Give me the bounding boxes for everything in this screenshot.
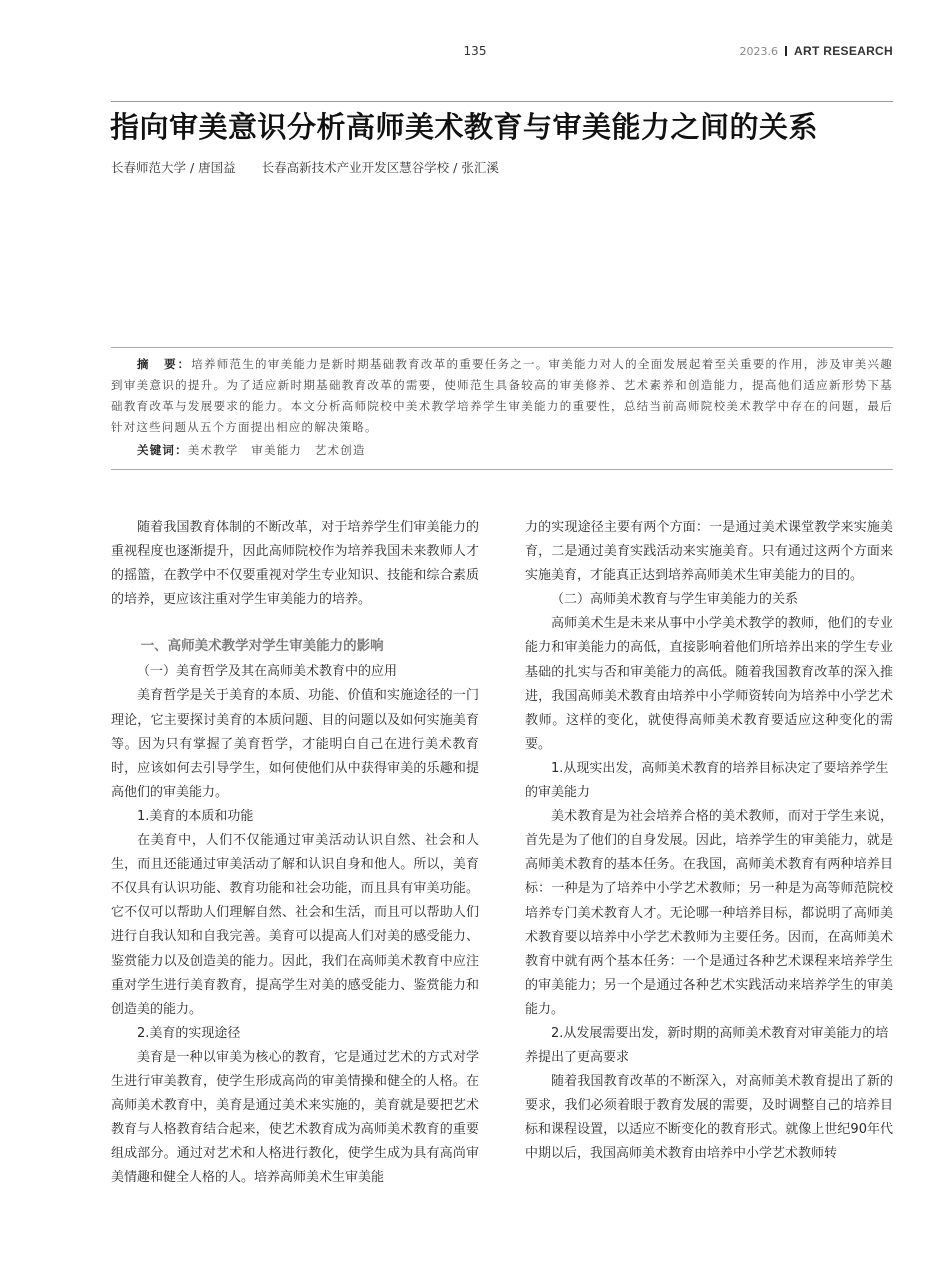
- abstract-text: 培养师范生的审美能力是新时期基础教育改革的重要任务之一。审美能力对人的全面发展起着至关重要的作用，涉及审美兴趣到审美意识的提升。为了适应新时期基础教育改革的需要，使师范生具备较高的审美修养、艺术素养和创造能力，提高他们适应新形势下基础教育改革与发展要求的能力。本文分析高师院校中美术教学培养学生审美能力的重要性，总结当前高师院校美术教学中存在的问题，最后针对这些问题从五个方面提出相应的解决策略。: [111, 357, 894, 434]
- keywords: [137, 440, 366, 461]
- paragraph: 随着我国教育改革的不断深入，对高师美术教育提出了新的要求，我们必须着眼于教育发展的需要，及时调整自己的培养目标和课程设置，以适应不断变化的教育形式。就像上世纪90年代中期以后，我国高师美术教育由培养中小学艺术教师转: [525, 1074, 893, 1162]
- paragraph: 在美育中，人们不仅能通过审美活动认识自然、社会和人生，而且还能通过审美活动了解和认识自身和他人。所以，美育不仅具有认识功能、教育功能和社会功能，而且具有审美功能。它不仅可以帮助人们理解自然、社会和生活，而且可以帮助人们进行自我认知和自我完善。美育可以提高人们对美的感受能力、鉴赏能力以及创造美的能力。因此，我们在高师美术教育中应注重对学生进行美育教育，提高学生对美的感受能力、鉴赏能力和创造美的能力。: [111, 833, 479, 1017]
- paragraph: 随着我国教育体制的不断改革，对于培养学生们审美能力的重视程度也逐渐提升，因此高师院校作为培养我国未来教师人才的摇篮，在教学中不仅要重视对学生专业知识、技能和综合素质的培养，更应该注重对学生审美能力的培养。: [111, 520, 479, 608]
- body-column-left: [111, 516, 479, 1190]
- keywords-text: 美术教学 审美能力 艺术创造: [187, 443, 366, 457]
- abstract-label: 摘 要：: [137, 357, 192, 371]
- article-title: 指向审美意识分析高师美术教育与审美能力之间的关系: [110, 110, 819, 144]
- author-2: 长春高新技术产业开发区慧谷学校 / 张汇溪: [261, 160, 499, 175]
- paragraph: 高师美术生是未来从事中小学美术教学的教师，他们的专业能力和审美能力的高低，直接影响着他们所培养出来的学生专业基础的扎实与否和审美能力的高低。随着我国教育改革的深入推进，我国高师美术教育由培养中小学师资转向为培养中小学艺术教师。这样的变化，就使得高师美术教育要适应这种变化的需要。: [525, 616, 893, 752]
- page-number: 135: [463, 44, 487, 58]
- subsection-heading: （二）高师美术教育与学生审美能力的关系: [551, 592, 799, 608]
- abstract: [111, 354, 893, 438]
- title-divider: [111, 101, 893, 102]
- body-column-right: [525, 516, 893, 1167]
- subsection-heading: （一）美育哲学及其在高师美术教育中的应用: [137, 664, 398, 680]
- section-heading: 一、高师美术教学对学生审美能力的影响: [140, 638, 384, 655]
- abstract-divider-top: [111, 347, 893, 348]
- running-header: [740, 44, 893, 58]
- abstract-divider-bottom: [111, 469, 893, 470]
- paragraph: 美育是一种以审美为核心的教育，它是通过艺术的方式对学生进行审美教育，使学生形成高尚的审美情操和健全的人格。在高师美术教育中，美育是通过美术来实施的，美育就是要把艺术教育与人格教育结合起来，使艺术教育成为高师美术教育的重要组成部分。通过对艺术和人格进行教化，使学生成为具有高尚审美情趣和健全人格的人。培养高师美术生审美能: [111, 1049, 479, 1186]
- paragraph-continued: 力的实现途径主要有两个方面：一是通过美术课堂教学来实施美育，二是通过美育实践活动来实施美育。只有通过这两个方面来实施美育，才能真正达到培养高师美术生审美能力的目的。: [525, 520, 893, 584]
- subsubsection-heading: 1.美育的本质和功能: [137, 808, 254, 824]
- paragraph: 美术教育是为社会培养合格的美术教师，而对于学生来说，首先是为了他们的自身发展。因此，培养学生的审美能力，就是高师美术教育的基本任务。在我国，高师美术教育有两种培养目标：一种是为了培养中小学艺术教师；另一种是为高等师范院校培养专门美术教育人才。无论哪一种培养目标，都说明了高师美术教育要以培养中小学艺术教师为主要任务。因而，在高师美术教育中就有两个基本任务：一个是通过各种艺术课程来培养学生的审美能力；另一个是通过各种艺术实践活动来培养学生的审美能力。: [525, 809, 893, 1017]
- issue-date: 2023.6: [739, 45, 779, 58]
- subsubsection-heading: 2.美育的实现途径: [137, 1025, 241, 1041]
- header-separator: [785, 46, 787, 56]
- paragraph: 美育哲学是关于美育的本质、功能、价值和实施途径的一门理论，它主要探讨美育的本质问题、目的问题以及如何实施美育等。因为只有掌握了美育哲学，才能明白自己在进行美术教育时，应该如何去引导学生，如何使他们从中获得审美的乐趣和提高他们的审美能力。: [111, 688, 479, 800]
- journal-name: ART RESEARCH: [794, 44, 893, 58]
- subsubsection-heading: 1.从现实出发，高师美术教育的培养目标决定了要培养学生的审美能力: [525, 760, 889, 801]
- subsubsection-heading: 2.从发展需要出发，新时期的高师美术教育对审美能力的培养提出了更高要求: [525, 1025, 889, 1066]
- author-line: [111, 158, 499, 176]
- author-1: 长春师范大学 / 唐国益: [111, 160, 236, 175]
- keywords-label: 关键词：: [137, 443, 188, 457]
